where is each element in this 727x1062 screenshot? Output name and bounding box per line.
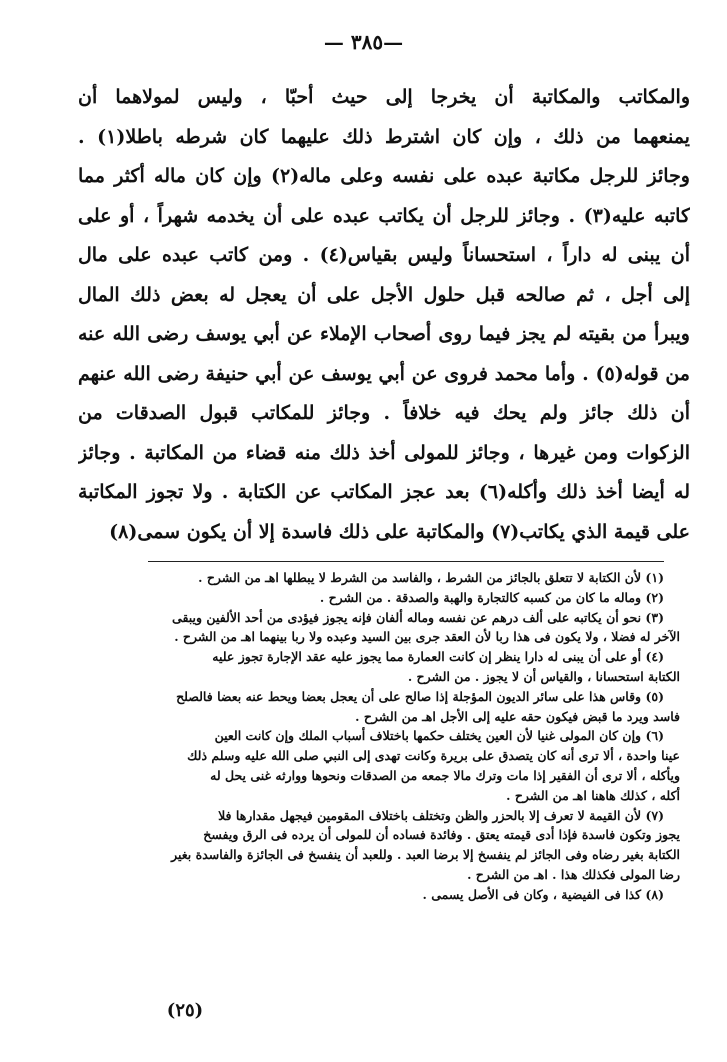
footnote-line: يجوز وتكون فاسدة فإذا أدى قيمته يعتق . وفائدة فساده أن للمولى أن يرده فى الرق ويفسخ bbox=[203, 827, 680, 843]
footnotes bbox=[80, 568, 680, 905]
body-line: له أيضا أخذ ذلك وأكله(٦) بعد عجز المكاتب عن الكتابة . ولا تجوز المكاتبة bbox=[78, 481, 690, 503]
footnote-line: (٧) لأن القيمة لا تعرف إلا بالحزر والظن وتختلف باختلاف المقومين فيجهل مقدارها فلا bbox=[218, 807, 664, 823]
footnote-line: (١) لأن الكتابة لا تتعلق بالجائز من الشرط ، والفاسد من الشرط لا يبطلها اهـ من الشرح . bbox=[198, 570, 664, 585]
footnote-line: فاسد ويرد ما قبض فيكون حقه عليه إلى الأجل اهـ من الشرح . bbox=[355, 708, 680, 724]
footnote-line: رضا المولى فكذلك هذا . اهـ من الشرح . bbox=[467, 866, 680, 882]
body-line: أن يبنى له داراً ، استحساناً وليس بقياس(٤) . ومن كاتب عبده على مال bbox=[78, 244, 690, 266]
footnote-line: ويأكله ، ألا ترى أن الفقير إذا مات وترك مالا جمعه من الصدقات ونحوها ووارثه غنى يحل له bbox=[210, 767, 680, 783]
main-text bbox=[78, 78, 690, 552]
footnote-line: (٣) نحو أن يكاتبه على ألف درهم عن نفسه وماله ألفان فإنه يجوز فيؤدى من أحد الألفين ويبقى bbox=[172, 609, 664, 625]
page-number: —٣٨٥ — bbox=[323, 30, 404, 54]
footnote-line: (٤) أو على أن يبنى له دارا ينظر إن كانت العمارة مما يجوز عليه عقد الإجارة تجوز عليه bbox=[212, 649, 664, 665]
footnote-separator bbox=[148, 561, 664, 562]
body-line: من قوله(٥) . وأما محمد فروى عن أبي يوسف عن أبي حنيفة رضى الله عنهم bbox=[78, 362, 690, 385]
body-line: الزكوات ومن غيرها ، وجائز للمولى أخذ ذلك منه قضاء من المكاتبة . وجائز bbox=[78, 441, 690, 464]
signature-number: (٢٥) bbox=[166, 1000, 204, 1021]
body-line: يمنعهما من ذلك ، وإن كان اشترط ذلك عليهما كان شرطه باطلا(١) . bbox=[78, 125, 690, 148]
footnote-line: عينا واحدة ، ألا ترى أنه كان يتصدق على بريرة وكانت تهدى إلى النبي صلى الله عليه وسلم ذلك bbox=[187, 748, 680, 764]
body-line: ويبرأ من بقيته لم يجز فيما روى أصحاب الإملاء عن أبي يوسف رضى الله عنه bbox=[78, 323, 690, 345]
footnote-line: الكتابة بغير رضاه وفى الجائز لم ينفسخ إلا برضا العبد . وللعبد أن ينفسخ فى الجائزة والفاسدة بغير bbox=[171, 847, 680, 863]
footnote-line: الآخر له فضلا ، ولا يكون فى هذا ربا لأن العقد جرى بين السيد وعبده ولا ربا بينهما اهـ من الشرح . bbox=[174, 629, 680, 645]
body-line: أن ذلك جائز ولم يحك فيه خلافاً . وجائز للمكاتب قبول الصدقات من bbox=[78, 402, 690, 424]
footnote-line: (٦) وإن كان المولى غنيا لأن العين يختلف حكمها باختلاف أسباب الملك وإن كانت العين bbox=[214, 728, 664, 744]
footnote-line: الكتابة استحسانا ، والقياس أن لا يجوز . من الشرح . bbox=[407, 668, 680, 684]
body-line: وجائز للرجل مكاتبة عبده على نفسه وعلى ماله(٢) وإن كان ماله أكثر مما bbox=[78, 165, 690, 187]
body-line: على قيمة الذي يكاتب(٧) والمكاتبة على ذلك فاسدة إلا أن يكون سمى(٨) bbox=[109, 520, 690, 543]
body-line: والمكاتب والمكاتبة أن يخرجا إلى حيث أحبّا ، وليس لمولاهما أن bbox=[78, 86, 690, 108]
footnote-line: أكله ، كذلك هاهنا اهـ من الشرح . bbox=[506, 787, 680, 803]
body-line: إلى أجل ، ثم صالحه قبل حلول الأجل على أن يعجل له بعض ذلك المال bbox=[78, 283, 690, 306]
body-line: كاتبه عليه(٣) . وجائز للرجل أن يكاتب عبده على أن يخدمه شهراً ، أو على bbox=[78, 204, 690, 227]
footnote-line: (٢) وماله ما كان من كسبه كالتجارة والهبة والصدقة . من الشرح . bbox=[319, 589, 664, 605]
footnote-line: (٥) وقاس هذا على سائر الديون المؤجلة إذا صالح على أن يعجل بعضا ويحط عنه بعضا فالصلح bbox=[176, 688, 664, 704]
footnote-line: (٨) كذا فى الفيضية ، وكان فى الأصل يسمى . bbox=[422, 886, 664, 902]
